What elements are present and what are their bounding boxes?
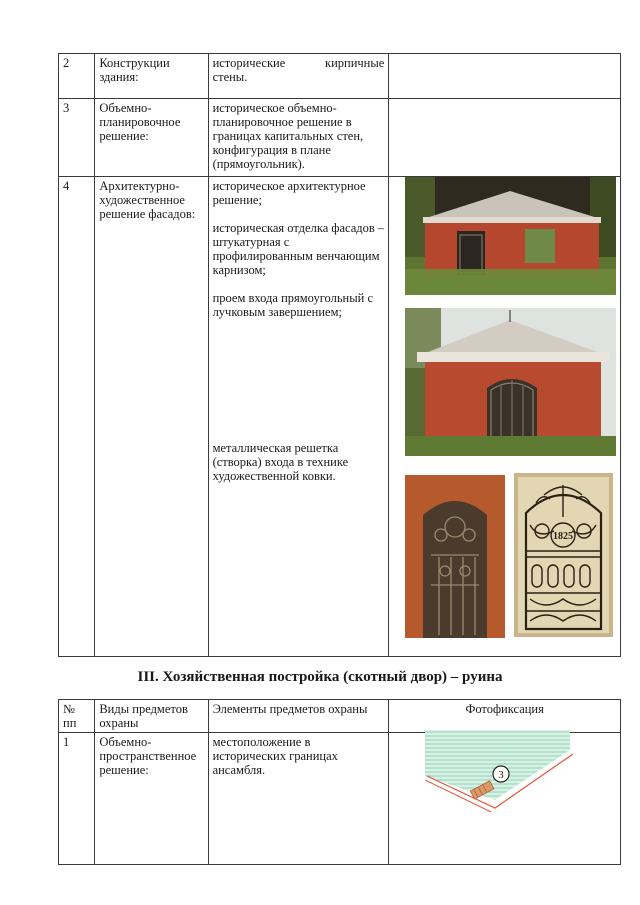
section-heading: III. Хозяйственная постройка (скотный двор) – руина: [137, 669, 503, 685]
protection-element: историческое объемно-планировочное решение в границах капитальных стен, конфигурация в плане (прямоугольник).: [208, 99, 389, 177]
header-elements: Элементы предметов охраны: [208, 700, 389, 733]
table-row: [59, 99, 621, 177]
row-number: 4: [59, 177, 95, 657]
protection-element: исторические кирпичные стены.: [208, 54, 389, 99]
table-row: [59, 54, 621, 99]
protection-elements-cell: [208, 177, 389, 657]
row-number: 1: [59, 733, 95, 865]
photo-cell: [389, 99, 621, 177]
row-number: 2: [59, 54, 95, 99]
facade-photo-2: [405, 308, 616, 456]
gate-drawing: [514, 473, 613, 637]
protection-kind: Конструкции здания:: [95, 54, 208, 99]
site-plan-fragment: [425, 730, 575, 812]
protection-element: металлическая решетка (створка) входа в технике художественной ковки.: [212, 441, 349, 483]
header-photo: Фотофиксация: [389, 700, 621, 733]
plan-marker: 3: [498, 769, 504, 781]
protection-element: местоположение в исторических границах ансамбля.: [208, 733, 389, 865]
gate-date: 1825: [553, 531, 573, 542]
gate-photo: [405, 475, 505, 638]
protection-kind: Объемно-планировочное решение:: [95, 99, 208, 177]
protection-element: историческая отделка фасадов – штукатурная с профилированным венчающим карнизом;: [212, 221, 385, 277]
protection-element: проем входа прямоугольный с лучковым завершением;: [212, 291, 373, 319]
row-number: 3: [59, 99, 95, 177]
protection-kind: Архитектурно-художественное решение фасадов:: [95, 177, 208, 657]
header-num: № пп: [59, 700, 95, 733]
facade-photo-1: [405, 177, 616, 295]
photo-cell: [389, 54, 621, 99]
protection-element: историческое архитектурное решение;: [212, 179, 366, 207]
table-header-row: [59, 700, 621, 733]
protection-kind: Объемно-пространственное решение:: [95, 733, 208, 865]
header-kind: Виды предметов охраны: [95, 700, 208, 733]
